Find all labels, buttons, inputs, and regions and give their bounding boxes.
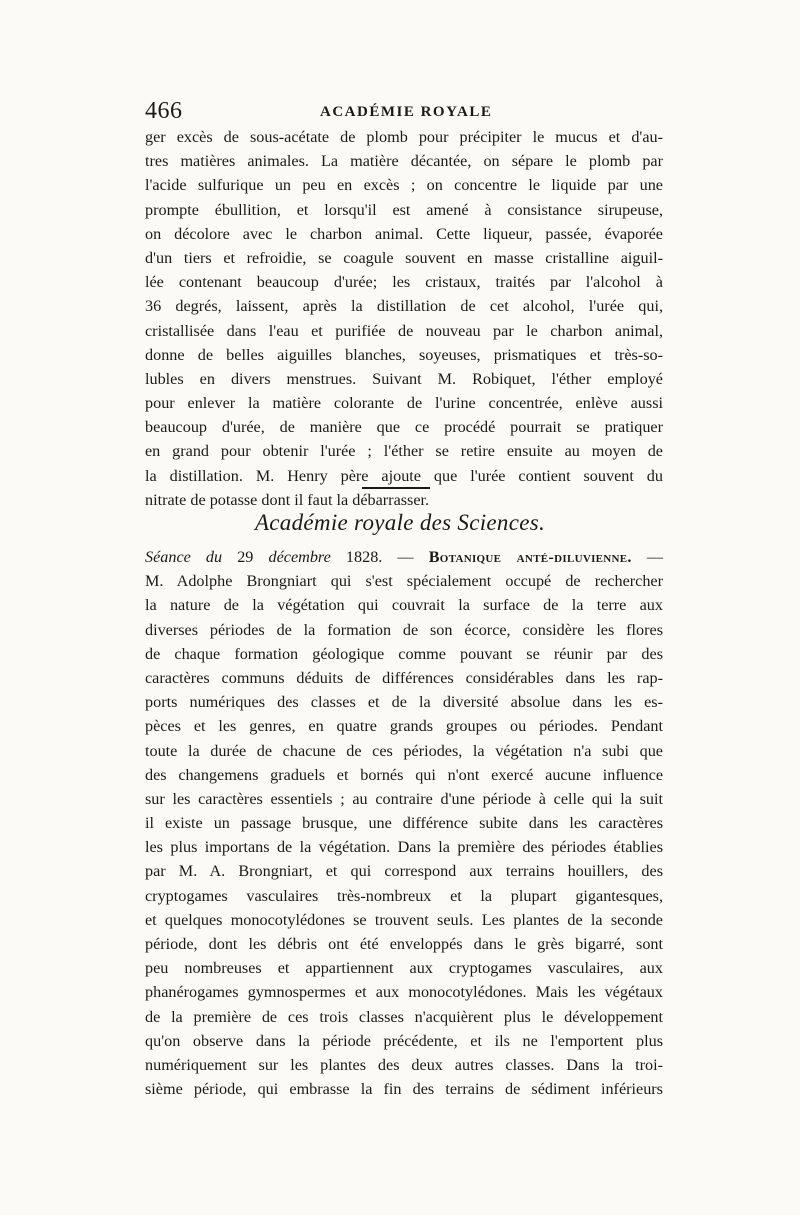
text-line: prompte ébullition, et lorsqu'il est amené à consistance sirupeuse, <box>145 200 663 219</box>
text-line: tres matières animales. La matière décantée, on sépare le plomb par <box>145 152 663 171</box>
text-line: lée contenant beaucoup d'urée; les cristaux, traités par l'alcohol à <box>145 273 663 292</box>
text-line: sur les caractères essentiels ; au contraire d'une période à celle qui la suit <box>145 789 663 808</box>
text-line: d'un tiers et refroidie, se coagule souvent en masse cristalline aiguil- <box>145 248 663 267</box>
session-line <box>145 545 663 569</box>
text-line: la nature de la végétation qui couvrait la surface de la terre aux <box>145 596 663 615</box>
text-line: l'acide sulfurique un peu en excès ; on concentre le liquide par une <box>145 176 663 195</box>
section-divider <box>362 487 430 489</box>
text-line: qu'on observe dans la période précédente, et ils ne l'emportent plus <box>145 1031 663 1050</box>
text-line: 36 degrés, laissent, après la distillation de cet alcohol, l'urée qui, <box>145 297 663 316</box>
session-year: 1828. — <box>345 548 414 566</box>
text-line: sième période, qui embrasse la fin des terrains de sédiment inférieurs <box>145 1080 663 1099</box>
text-line: donne de belles aiguilles blanches, soyeuses, prismatiques et très-so- <box>145 345 663 364</box>
text-line: nitrate de potasse dont il faut la débarrasser. <box>145 490 430 509</box>
paragraph-botany <box>145 545 663 1101</box>
text-line: phanérogames gymnospermes et aux monocotylédones. Mais les végétaux <box>145 983 663 1002</box>
running-header <box>145 96 665 126</box>
text-line: cristallisée dans l'eau et purifiée de nouveau par le charbon animal, <box>145 321 663 340</box>
text-line: en grand pour obtenir l'urée ; l'éther se retire ensuite au moyen de <box>145 442 663 461</box>
running-title: ACADÉMIE ROYALE <box>320 104 493 120</box>
text-line: caractères communs déduits de différences considérables dans les rap- <box>145 668 663 687</box>
text-line: on décolore avec le charbon animal. Cette liqueur, passée, évaporée <box>145 224 663 243</box>
text-line: toute la durée de chacune de ces périodes, la végétation n'a subi que <box>145 741 663 760</box>
section-heading: Académie royale des Sciences. <box>254 510 546 535</box>
text-line: diverses périodes de la formation de son écorce, considère les flores <box>145 620 663 639</box>
session-topic: Botanique anté-diluvienne. <box>428 548 632 566</box>
text-line: de chaque formation géologique comme pouvant se réunir par des <box>145 644 663 663</box>
text-line: pour enlever la matière colorante de l'urine concentrée, enlève aussi <box>145 394 663 413</box>
text-line: lubles en divers menstrues. Suivant M. Robiquet, l'éther employé <box>145 369 663 388</box>
paragraph-urea <box>145 125 663 512</box>
session-dash: — <box>646 548 664 566</box>
text-line: il existe un passage brusque, une différence subite dans les caractères <box>145 814 663 833</box>
session-label: Séance du <box>145 548 223 566</box>
text-line: numériquement sur les plantes des deux autres classes. Dans la troi- <box>145 1055 663 1074</box>
session-day: 29 <box>237 548 254 566</box>
text-line: et quelques monocotylédones se trouvent seuls. Les plantes de la seconde <box>145 910 663 929</box>
text-line: beaucoup d'urée, de manière que ce procédé pourrait se pratiquer <box>145 418 663 437</box>
text-line: ports numériques des classes et de la diversité absolue dans les es- <box>145 693 663 712</box>
text-line: ger excès de sous-acétate de plomb pour précipiter le mucus et d'au- <box>145 128 663 146</box>
text-line: des changemens graduels et bornés qui n'ont exercé aucune influence <box>145 765 663 784</box>
text-line: période, dont les débris ont été enveloppés dans le grès bigarré, sont <box>145 935 663 953</box>
text-line: peu nombreuses et appartiennent aux cryptogames vasculaires, aux <box>145 959 663 978</box>
text-line: M. Adolphe Brongniart qui s'est spécialement occupé de rechercher <box>145 572 663 591</box>
text-line: cryptogames vasculaires très-nombreux et la plupart gigantesques, <box>145 886 663 905</box>
text-line: par M. A. Brongniart, et qui correspond aux terrains houillers, des <box>145 862 663 881</box>
session-month: décembre <box>268 548 331 566</box>
text-line: de la première de ces trois classes n'acquièrent plus le développement <box>145 1007 663 1026</box>
text-line: pèces et les genres, en quatre grands groupes ou périodes. Pendant <box>145 717 663 736</box>
text-line: la distillation. M. Henry père ajoute que l'urée contient souvent du <box>145 466 663 485</box>
text-line: les plus importans de la végétation. Dans la première des périodes établies <box>145 838 663 857</box>
page-number: 466 <box>145 98 183 124</box>
